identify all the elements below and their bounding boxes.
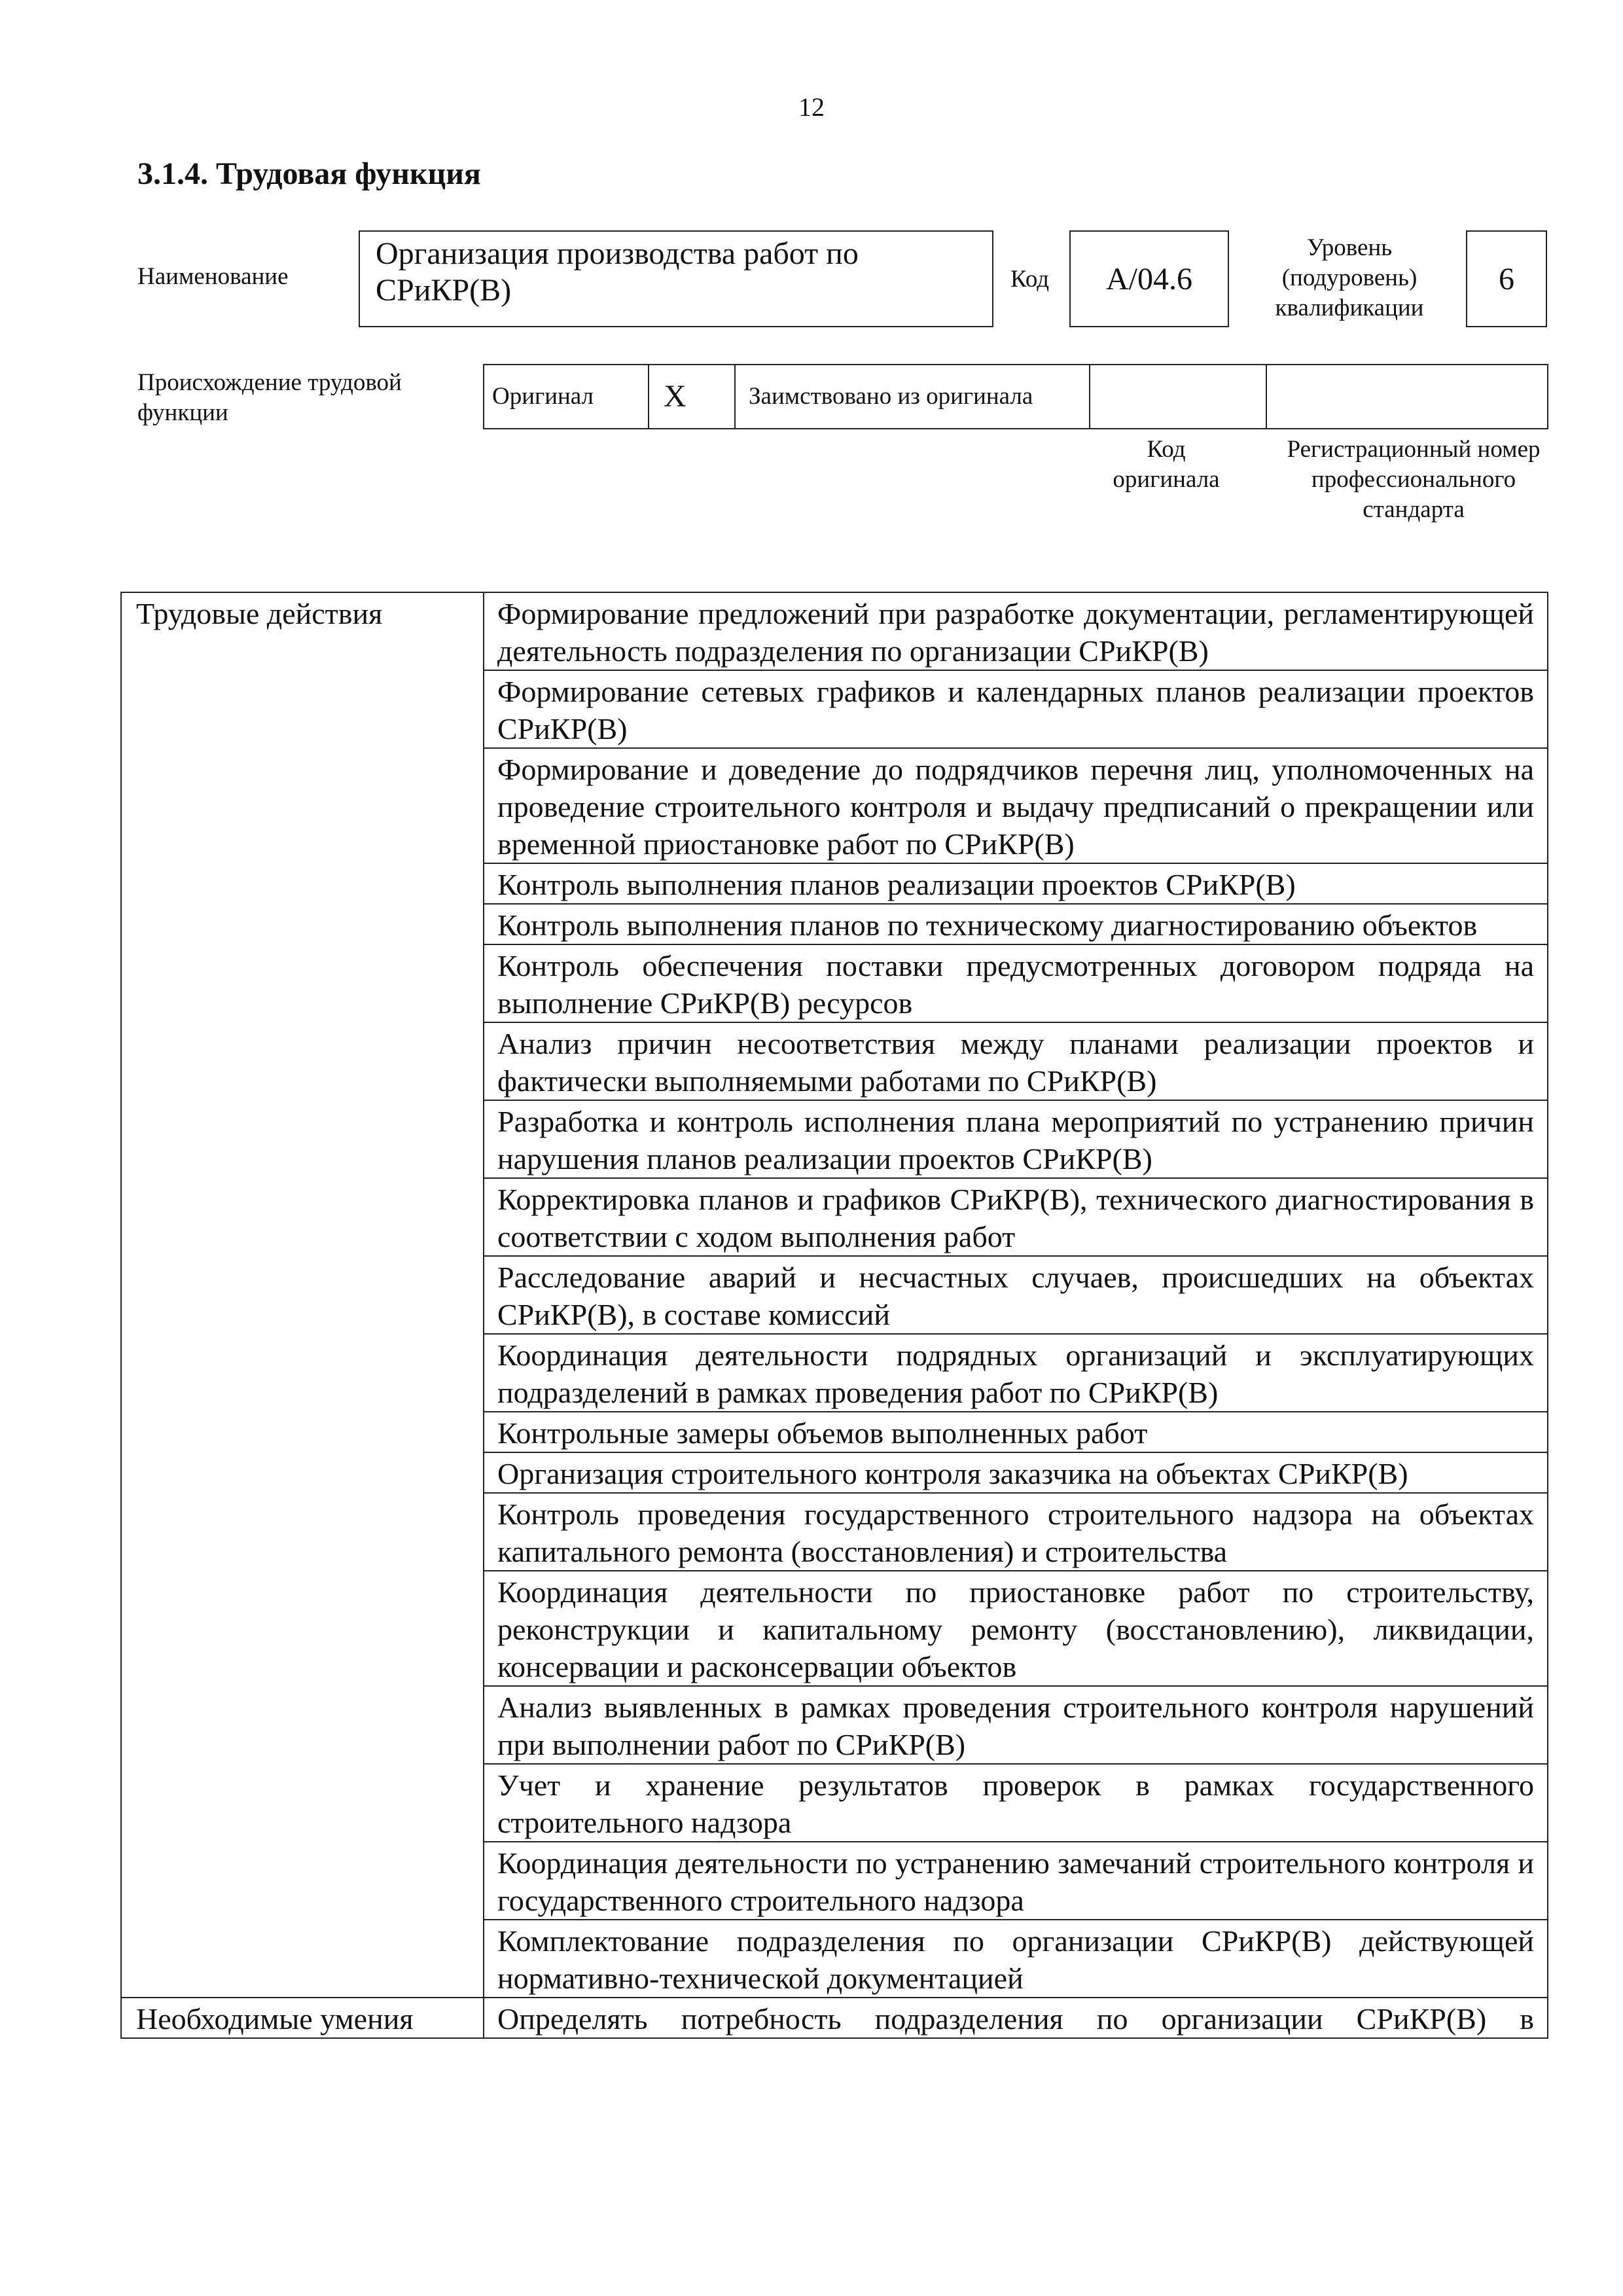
labor-action-item: Анализ причин несоответствия между планами реализации проектов и фактически выполняемыми работами по СРиКР(В) [484,1022,1548,1100]
code-label: Код [1010,266,1050,293]
origin-table [483,364,1548,429]
name-value-box: Организация производства работ по СРиКР(В) [359,230,993,327]
labor-action-item: Комплектование подразделения по организации СРиКР(В) действующей нормативно-технической документацией [484,1920,1548,1998]
labor-function-table [120,592,1548,2039]
reg-number-cell [1266,365,1548,429]
labor-action-item: Расследование аварий и несчастных случаев, происшедших на объектах СРиКР(В), в составе комиссий [484,1256,1548,1334]
labor-action-item: Координация деятельности подрядных организаций и эксплуатирующих подразделений в рамках проведения работ по СРиКР(В) [484,1334,1548,1412]
labor-action-item: Формирование и доведение до подрядчиков перечня лиц, уполномоченных на проведение строительного контроля и выдачу предписаний о прекращении или временной приостановке работ по СРиКР(В) [484,748,1548,863]
labor-action-item: Контроль выполнения планов реализации проектов СРиКР(В) [484,863,1548,904]
labor-action-item: Учет и хранение результатов проверок в рамках государственного строительного надзора [484,1764,1548,1842]
labor-action-item: Формирование сетевых графиков и календарных планов реализации проектов СРиКР(В) [484,670,1548,748]
origin-label: Происхождение трудовой функции [137,369,402,426]
labor-action-item: Координация деятельности по приостановке работ по строительству, реконструкции и капитальному ремонту (восстановлению), ликвидации, консервации и расконсервации объектов [484,1571,1548,1686]
labor-action-item: Разработка и контроль исполнения плана мероприятий по устранению причин нарушения планов реализации проектов СРиКР(В) [484,1100,1548,1178]
labor-action-item: Организация строительного контроля заказчика на объектах СРиКР(В) [484,1452,1548,1493]
level-label: Уровень (подуровень) квалификации [1275,234,1424,321]
section-title: 3.1.4. Трудовая функция [137,156,481,191]
labor-action-item: Контрольные замеры объемов выполненных работ [484,1412,1548,1452]
reg-number-caption: Регистрационный номер профессионального стандарта [1287,436,1541,523]
borrowed-label: Заимствовано из оригинала [735,365,1090,429]
labor-actions-label: Трудовые действия [121,592,484,1998]
original-code-caption: Код оригинала [1113,436,1220,493]
labor-action-item: Контроль обеспечения поставки предусмотренных договором подряда на выполнение СРиКР(В) ресурсов [484,944,1548,1022]
name-label: Наименование [137,263,289,290]
table-row [121,1998,1548,2038]
labor-action-item: Формирование предложений при разработке документации, регламентирующей деятельность подразделения по организации СРиКР(В) [484,592,1548,670]
original-label: Оригинал [484,365,649,429]
level-value-box: 6 [1466,230,1547,327]
labor-action-item: Контроль выполнения планов по техническому диагностированию объектов [484,904,1548,944]
skills-label: Необходимые умения [121,1998,484,2038]
code-value-box: А/04.6 [1069,230,1229,327]
labor-action-item: Контроль проведения государственного строительного надзора на объектах капитального ремонта (восстановления) и строительства [484,1493,1548,1571]
labor-action-item: Анализ выявленных в рамках проведения строительного контроля нарушений при выполнении работ по СРиКР(В) [484,1686,1548,1764]
original-mark: X [649,365,735,429]
original-code-cell [1090,365,1266,429]
skill-item: Определять потребность подразделения по организации СРиКР(В) в [484,1998,1548,2038]
labor-action-item: Координация деятельности по устранению замечаний строительного контроля и государственного строительного надзора [484,1842,1548,1920]
table-row [121,592,1548,670]
page-number: 12 [798,92,825,122]
labor-action-item: Корректировка планов и графиков СРиКР(В), технического диагностирования в соответствии с ходом выполнения работ [484,1178,1548,1256]
